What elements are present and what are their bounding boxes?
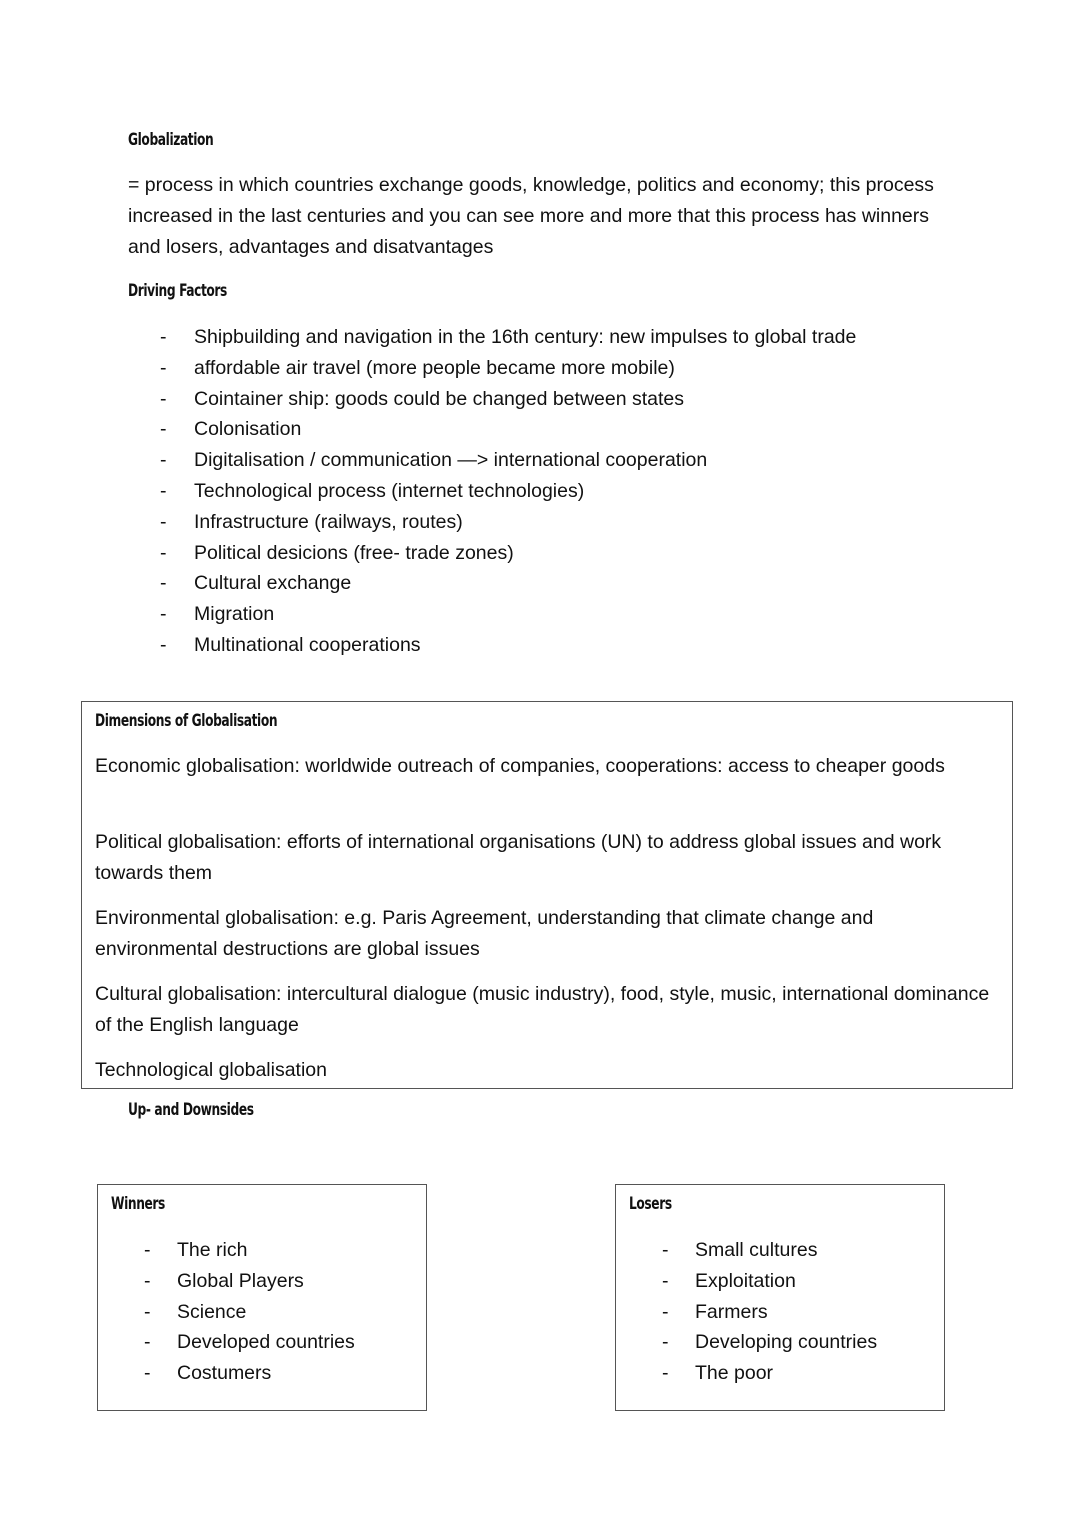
- list-item: [662, 1266, 932, 1297]
- list-item: [160, 384, 960, 415]
- list-item-text: Cultural exchange: [194, 572, 352, 595]
- list-item-text: Farmers: [695, 1300, 768, 1323]
- list-item: [160, 507, 960, 538]
- list-item: [662, 1235, 932, 1266]
- bullet-dash: -: [144, 1239, 151, 1261]
- list-item-text: Technological process (internet technologies): [194, 479, 585, 502]
- list-item: [160, 476, 960, 507]
- bullet-dash: -: [662, 1362, 669, 1385]
- list-item: [144, 1266, 414, 1297]
- winners-box: [97, 1184, 427, 1411]
- bullet-dash: -: [160, 479, 167, 502]
- list-item: [160, 538, 960, 569]
- bullet-dash: -: [160, 541, 167, 564]
- list-item: [160, 599, 960, 630]
- list-item: [160, 322, 960, 353]
- list-item: [160, 568, 960, 599]
- bullet-dash: -: [160, 356, 167, 379]
- bullet-dash: -: [144, 1331, 151, 1354]
- definition-paragraph: = process in which countries exchange goods, knowledge, politics and economy; this process increased in the last centuries and you can see more and more that this process has winners and losers, advantages and disatvantages: [128, 174, 934, 258]
- bullet-dash: -: [144, 1300, 151, 1323]
- dimensions-heading: Dimensions of Globalisation: [95, 711, 278, 731]
- list-item: [160, 445, 960, 476]
- list-item-text: The rich: [177, 1239, 248, 1261]
- bullet-dash: -: [160, 449, 167, 472]
- bullet-dash: -: [662, 1300, 669, 1323]
- list-item-text: Shipbuilding and navigation in the 16th century: new impulses to global trade: [194, 326, 857, 348]
- dimension-cultural: Cultural globalisation: intercultural dialogue (music industry), food, style, music, international dominance of the English language: [95, 983, 990, 1036]
- list-item-text: affordable air travel (more people became more mobile): [194, 356, 675, 379]
- bullet-dash: -: [662, 1331, 669, 1354]
- list-item: [662, 1358, 932, 1389]
- bullet-dash: -: [144, 1362, 151, 1385]
- winners-list: [144, 1235, 414, 1389]
- bullet-dash: -: [662, 1239, 669, 1261]
- bullet-dash: -: [160, 510, 167, 533]
- list-item-text: Colonisation: [194, 418, 302, 441]
- driving-factors-list: [160, 322, 960, 661]
- list-item: [144, 1327, 414, 1358]
- list-item-text: Science: [177, 1300, 247, 1323]
- list-item: [160, 630, 960, 661]
- list-item-text: Developed countries: [177, 1331, 355, 1354]
- bullet-dash: -: [160, 633, 167, 656]
- bullet-dash: -: [160, 418, 167, 441]
- list-item: [662, 1297, 932, 1328]
- list-item-text: Infrastructure (railways, routes): [194, 510, 463, 533]
- list-item: [662, 1327, 932, 1358]
- losers-box: [615, 1184, 945, 1411]
- list-item-text: Costumers: [177, 1362, 272, 1385]
- winners-heading: Winners: [111, 1194, 165, 1214]
- losers-heading: Losers: [629, 1194, 672, 1214]
- list-item: [160, 353, 960, 384]
- list-item-text: Developing countries: [695, 1331, 878, 1354]
- list-item-text: Political desicions (free- trade zones): [194, 541, 514, 564]
- dimension-environmental: Environmental globalisation: e.g. Paris Agreement, understanding that climate change and environmental destructions are global issues: [95, 907, 874, 960]
- bullet-dash: -: [144, 1269, 151, 1292]
- list-item: [144, 1358, 414, 1389]
- driving-factors-heading: Driving Factors: [128, 281, 227, 301]
- page-title: Globalization: [128, 130, 214, 150]
- bullet-dash: -: [160, 603, 167, 626]
- list-item: [144, 1297, 414, 1328]
- list-item-text: Small cultures: [695, 1239, 818, 1261]
- list-item: [160, 414, 960, 445]
- list-item-text: Cointainer ship: goods could be changed between states: [194, 387, 685, 410]
- up-downsides-heading: Up- and Downsides: [128, 1100, 254, 1120]
- list-item-text: Multinational cooperations: [194, 633, 421, 656]
- list-item-text: The poor: [695, 1362, 774, 1385]
- list-item-text: Digitalisation / communication —> international cooperation: [194, 449, 708, 472]
- bullet-dash: -: [160, 387, 167, 410]
- dimension-economic: Economic globalisation: worldwide outreach of companies, cooperations: access to cheaper goods: [95, 755, 945, 777]
- bullet-dash: -: [160, 572, 167, 595]
- list-item: [144, 1235, 414, 1266]
- losers-list: [662, 1235, 932, 1389]
- list-item-text: Global Players: [177, 1269, 304, 1292]
- list-item-text: Migration: [194, 603, 275, 626]
- bullet-dash: -: [662, 1269, 669, 1292]
- bullet-dash: -: [160, 326, 167, 348]
- dimension-technological: Technological globalisation: [95, 1059, 327, 1081]
- dimension-political: Political globalisation: efforts of international organisations (UN) to address global issues and work towards them: [95, 831, 942, 884]
- dimensions-box: [81, 701, 1013, 1089]
- list-item-text: Exploitation: [695, 1269, 796, 1292]
